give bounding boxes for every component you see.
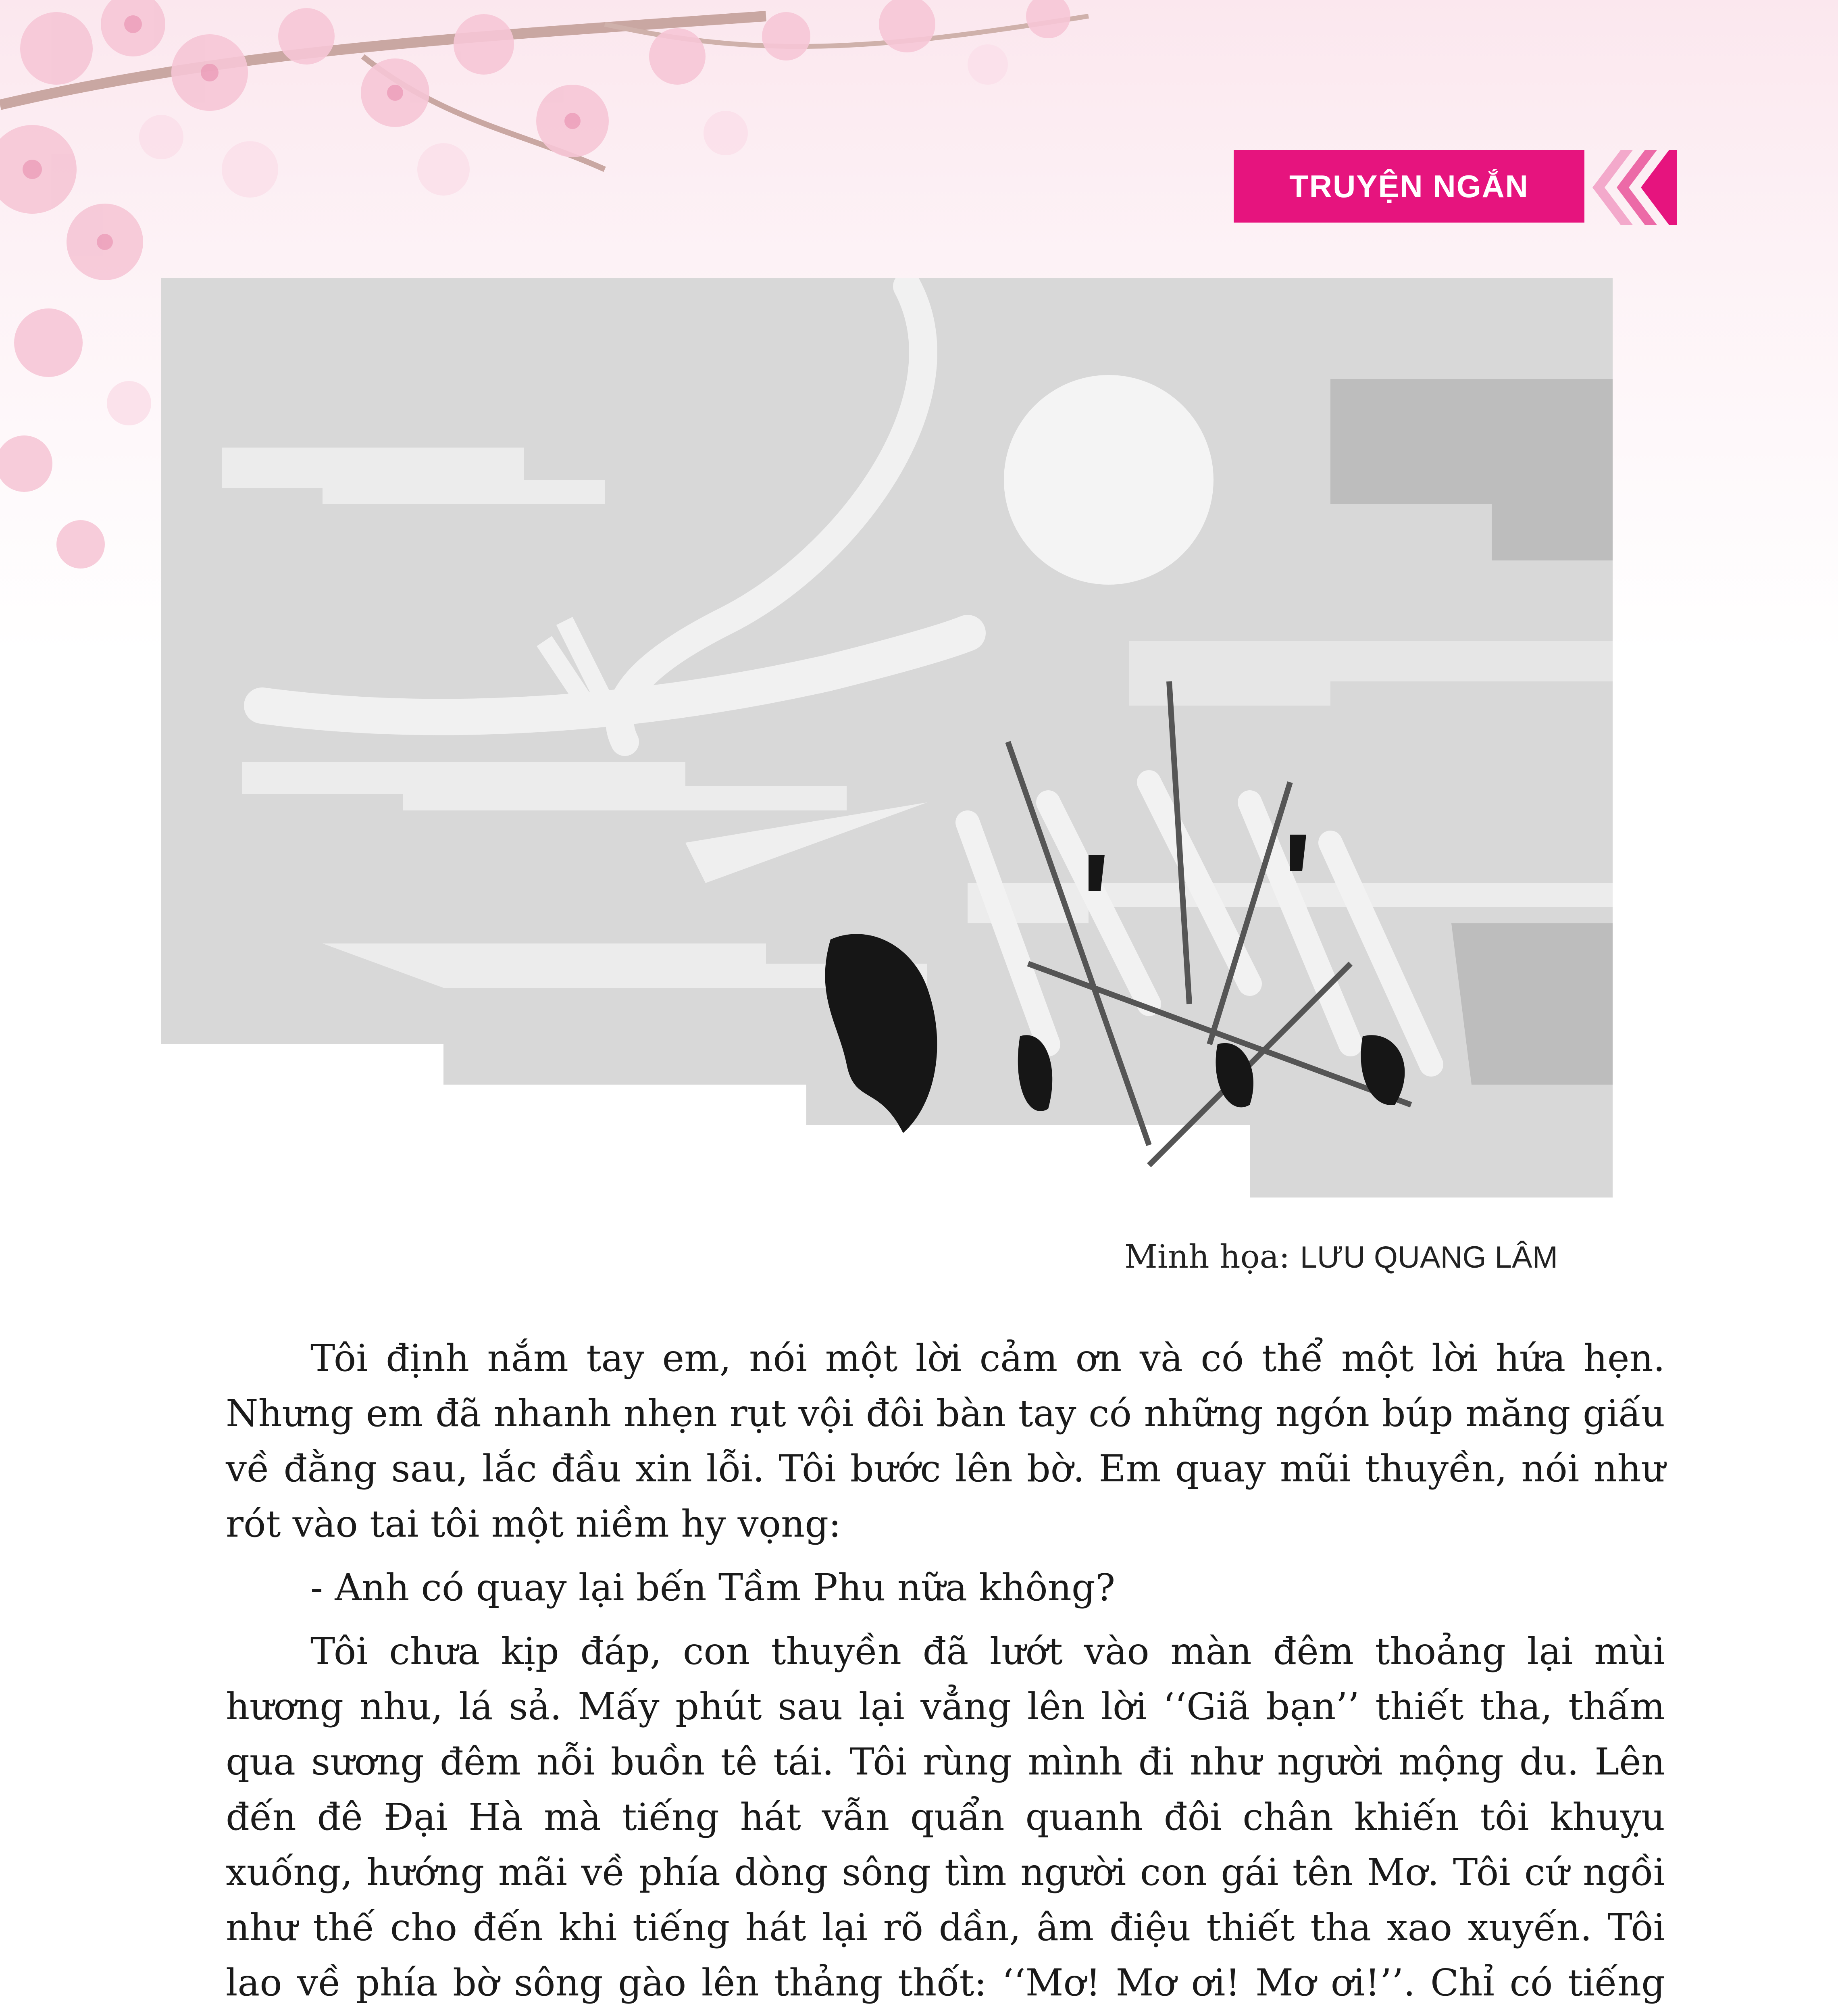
- story-body: [226, 1331, 1665, 2016]
- story-illustration: [161, 278, 1613, 1198]
- caption-prefix: Minh họa:: [1124, 1238, 1290, 1275]
- paragraph: Tôi định nắm tay em, nói một lời cảm ơn và có thể một lời hứa hẹn. Nhưng em đã nhanh nhẹn rụt vội đôi bàn tay có những ngón búp măng giấu về đằng sau, lắc đầu xin lỗi. Tôi bước lên bờ. Em quay mũi thuyền, nói như rót vào tai tôi một niềm hy vọng:: [226, 1337, 1665, 1545]
- illustration-caption: [1124, 1238, 1558, 1275]
- chevron-left-icon: [1584, 145, 1677, 230]
- illustrator-name: LƯU QUANG LÂM: [1300, 1240, 1558, 1275]
- section-tag: TRUYỆN NGẮN: [1234, 150, 1584, 223]
- paragraph: Tôi chưa kịp đáp, con thuyền đã lướt vào màn đêm thoảng lại mùi hương nhu, lá sả. Mấy phút sau lại vẳng lên lời ‘‘Giã bạn’’ thiết tha, thấm qua sương đêm nỗi buồn tê tái. Tôi rùng mình đi như người mộng du. Lên đến đê Đại Hà mà tiếng hát vẫn quẩn quanh đôi chân khiến tôi khuỵu xuống, hướng mãi về phía dòng sông tìm người con gái tên Mơ. Tôi cứ ngồi như thế cho đến khi tiếng hát lại rõ dần, âm điệu thiết tha xao xuyến. Tôi lao về phía bờ sông gào lên thảng thốt: ‘‘Mơ! Mơ ơi! Mơ ơi!’’. Chỉ có tiếng: [226, 1630, 1665, 2004]
- dialogue-line: - Anh có quay lại bến Tầm Phu nữa không?: [310, 1566, 1116, 1609]
- illustration-artwork: [161, 278, 1613, 1198]
